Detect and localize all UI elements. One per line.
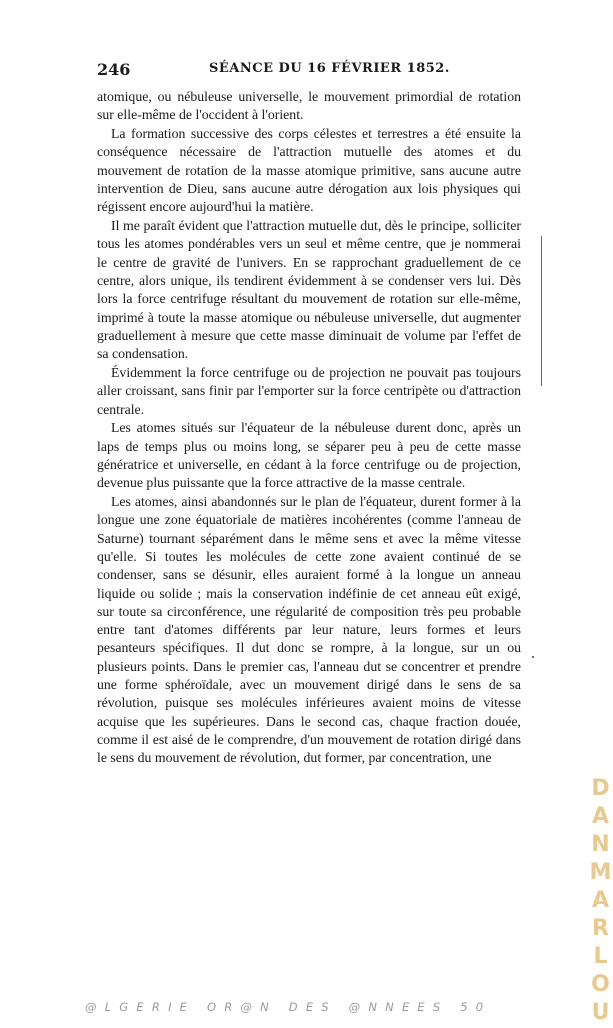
paragraph: Évidemment la force centrifuge ou de projection ne pouvait pas toujours aller croissant, sans finir par l'emporter sur la force centripète ou d'attraction centrale. xyxy=(97,364,521,417)
margin-dot xyxy=(532,656,534,658)
vertical-watermark: DANMARLOU xyxy=(588,776,613,1028)
paragraph: La formation successive des corps célestes et terrestres a été ensuite la conséquence nécessaire de l'attraction mutuelle des atomes et du mouvement de rotation de la masse atomique primitive, sans aucune autre intervention de Dieu, sans aucune autre dérogation aux lois physiques qui régissent encore aujourd'hui la matière. xyxy=(97,126,521,215)
paragraph-continued: atomique, ou nébuleuse universelle, le mouvement primordial de rotation sur elle-même de l'occident à l'orient. xyxy=(97,89,521,123)
body-text xyxy=(97,88,521,767)
margin-rule xyxy=(541,236,542,386)
paragraph: Les atomes, ainsi abandonnés sur le plan de l'équateur, durent former à la longue une zone équatoriale de matières incohérentes (comme l'anneau de Saturne) tournant séparément dans le même sens et avec la même vitesse qu'elle. Si toutes les molécules de cette zone avaient continué de se condenser, sans se désunir, elles auraient formé à la longue un anneau liquide ou solide ; mais la conservation indéfinie de cet anneau eût exigé, sur toute sa circonférence, une régularité de composition très peu probable entre tant d'atomes différents par leur nature, leurs formes et leurs pesanteurs spécifiques. Il dut donc se rompre, à la longue, sur un ou plusieurs points. Dans le premier cas, l'anneau dut se concentrer et prendre une forme sphéroïdale, avec un mouvement dirigé dans le sens de sa révolution, puisque ses molécules inférieures avaient moins de vitesse acquise que les supérieures. Dans le second cas, chaque fraction douée, comme il est aisé de le comprendre, d'un mouvement de rotation dirigé dans le sens du mouvement de révolution, dut former, par concentration, une xyxy=(97,494,521,766)
page-header xyxy=(97,60,517,82)
paragraph: Les atomes situés sur l'équateur de la nébuleuse durent donc, après un laps de temps plus ou moins long, se séparer peu à peu de cette masse génératrice et universelle, en cédant à la force centrifuge ou de projection, devenue plus puissante que la force attractive de la masse centrale. xyxy=(97,420,521,491)
footer-watermark: @LGERIE OR@N DES @NNEES 50 xyxy=(85,1000,492,1014)
paragraph: Il me paraît évident que l'attraction mutuelle dut, dès le principe, solliciter tous les atomes pondérables vers un seul et même centre, que je nommerai le centre de gravité de l'univers. En se rapprochant graduellement de ce centre, alors unique, ils tendirent évidemment à se condenser vers lui. Dès lors la force centrifuge résultant du mouvement de rotation sur elle-même, imprimé à toute la masse atomique ou nébuleuse universelle, dut augmenter graduellement à mesure que cette masse diminuait de volume par l'effet de sa condensation. xyxy=(97,218,521,362)
running-head: SÉANCE DU 16 FÉVRIER 1852. xyxy=(209,61,450,76)
page-number: 246 xyxy=(97,60,131,79)
